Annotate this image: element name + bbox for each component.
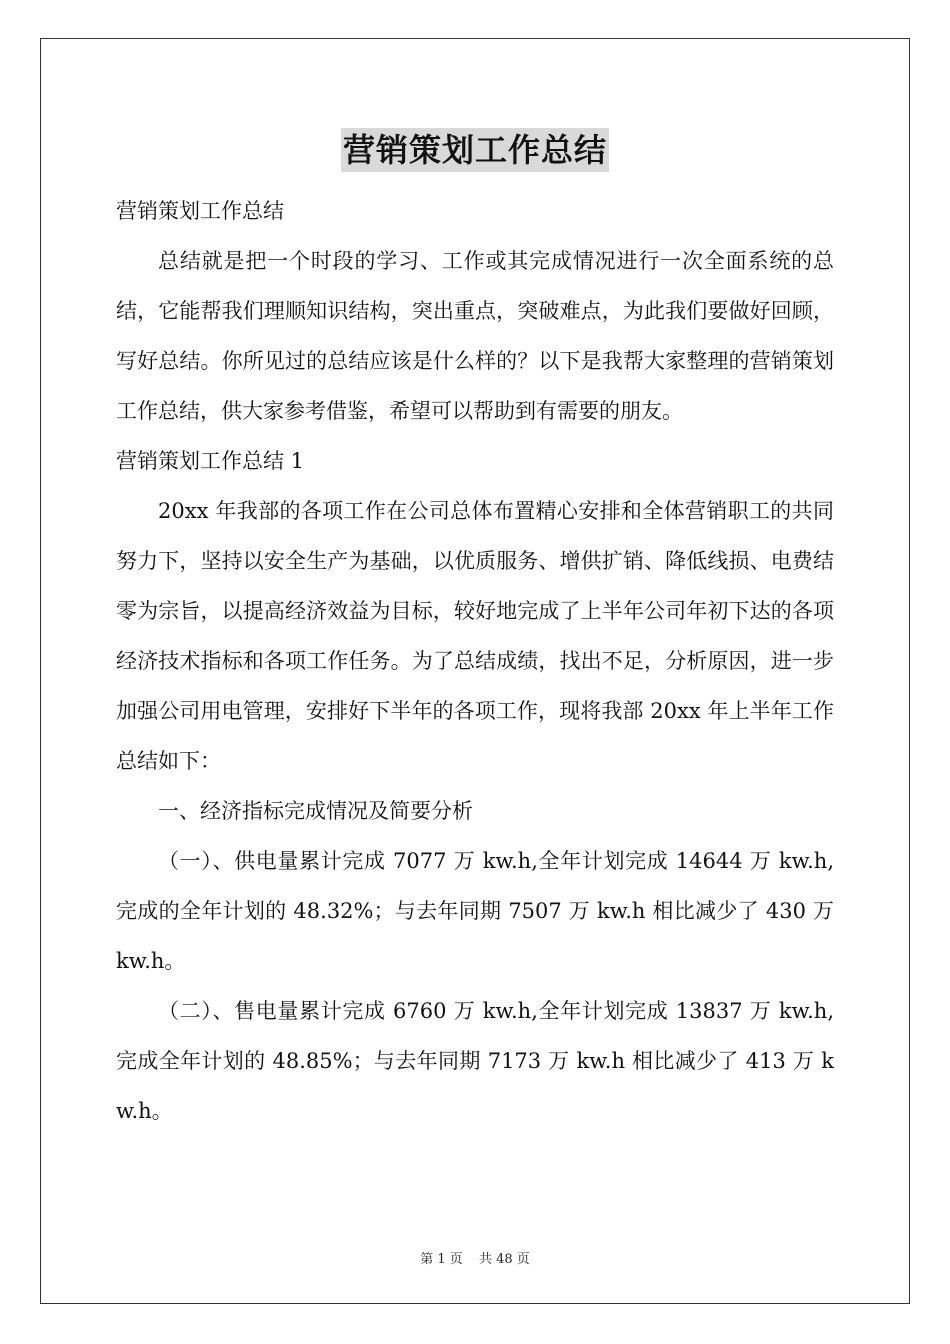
- item-heading: 一、经济指标完成情况及简要分析: [158, 799, 473, 823]
- title-wrap: [116, 128, 834, 172]
- page-number: 第 1 页: [420, 1252, 463, 1267]
- item-paragraph-1: （一）、供电量累计完成 7077 万 kw.h,全年计划完成 14644 万 kw.h,完成的全年计划的 48.32%；与去年同期 7507 万 kw.h 相比减少了 430 万 kw.h。: [116, 849, 834, 973]
- document-body: [116, 128, 834, 1136]
- section-paragraph: 20xx 年我部的各项工作在公司总体布置精心安排和全体营销职工的共同努力下，坚持以安全生产为基础，以优质服务、增供扩销、降低线损、电费结零为宗旨，以提高经济效益为目标，较好地完成了上半年公司年初下达的各项经济技术指标和各项工作任务。为了总结成绩，找出不足，分析原因，进一步加强公司用电管理，安排好下半年的各项工作，现将我部 20xx 年上半年工作总结如下：: [116, 499, 834, 773]
- page-total: 共 48 页: [478, 1252, 530, 1267]
- page-footer: [0, 1248, 950, 1267]
- item-paragraph-2: （二）、售电量累计完成 6760 万 kw.h,全年计划完成 13837 万 kw.h,完成全年计划的 48.85%；与去年同期 7173 万 kw.h 相比减少了 413 万 kw.h。: [116, 999, 834, 1123]
- section-heading: 营销策划工作总结 1: [116, 449, 305, 473]
- document-title: 营销策划工作总结: [341, 128, 609, 172]
- intro-paragraph: 总结就是把一个时段的学习、工作或其完成情况进行一次全面系统的总结，它能帮我们理顺知识结构，突出重点，突破难点，为此我们要做好回顾，写好总结。你所见过的总结应该是什么样的？以下是我帮大家整理的营销策划工作总结，供大家参考借鉴，希望可以帮助到有需要的朋友。: [116, 249, 834, 423]
- document-subtitle: 营销策划工作总结: [116, 199, 284, 223]
